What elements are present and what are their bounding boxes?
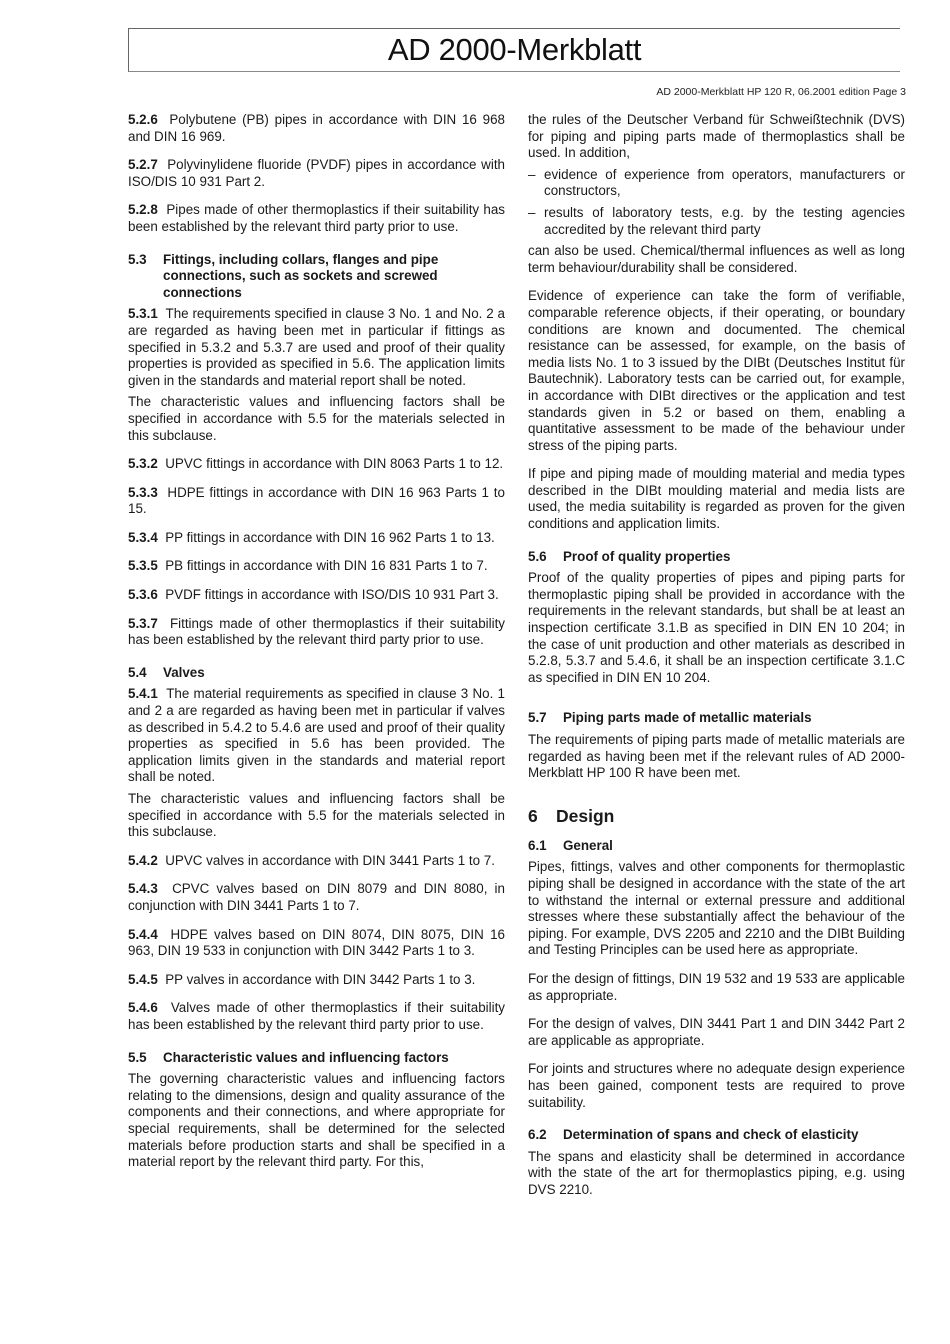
paragraph-5-3-1-b: The characteristic values and influencing factors shall be specified in accordance with 5.5 for the materials selected in this subclause. bbox=[128, 394, 505, 443]
paragraph-5-5: The governing characteristic values and influencing factors relating to the dimensions, design and quality assurance of the components and their connections, and where appropriate for special requirements, shall be determined for the selected materials before production starts and shall be specified in a material report by the relevant third party. For this, bbox=[128, 1071, 505, 1170]
paragraph-5-5-b: Evidence of experience can take the form of verifiable, comparable reference objects, if their operating, or boundary conditions are known and documented. The chemical resistance can be assessed, for example, on the basis of media lists No. 1 to 3 issued by the DIBt (Deutsches Institut für Bautechnik). Laboratory tests can be carried out, for example, in accordance with DIBt directives or the application and test standards given in 5.2 or based on them, enabling a quantitative assessment to be made of the behaviour under stress of the piping parts. bbox=[528, 288, 905, 453]
paragraph-5-7: The requirements of piping parts made of metallic materials are regarded as having been met if the relevant rules of AD 2000-Merkblatt HP 100 R have been met. bbox=[528, 732, 905, 781]
clause-5-2-6: 5.2.6 Polybutene (PB) pipes in accordance with DIN 16 968 and DIN 16 969. bbox=[128, 112, 505, 144]
paragraph-5-4-1-b: The characteristic values and influencing factors shall be specified in accordance with 5.5 for the materials selected in this subclause. bbox=[128, 791, 505, 840]
document-title: AD 2000-Merkblatt bbox=[387, 32, 642, 67]
page-reference: AD 2000-Merkblatt HP 120 R, 06.2001 edition Page 3 bbox=[656, 86, 906, 98]
paragraph-5-5-after-list: can also be used. Chemical/thermal influences as well as long term behaviour/durability shall be considered. bbox=[528, 243, 905, 275]
paragraph-6-1-d: For joints and structures where no adequate design experience has been gained, component tests are required to prove suitability. bbox=[528, 1061, 905, 1110]
paragraph-5-5-c: If pipe and piping made of moulding material and media types described in the DIBt moulding material and media lists are used, the media suitability is regarded as proven for the given conditions and application limits. bbox=[528, 466, 905, 532]
heading-5-5: 5.5 Characteristic values and influencing factors bbox=[128, 1049, 449, 1065]
clause-5-2-8: 5.2.8 Pipes made of other thermoplastics if their suitability has been established by the relevant third party prior to use. bbox=[128, 202, 505, 234]
clause-5-4-2: 5.4.2 UPVC valves in accordance with DIN 3441 Parts 1 to 7. bbox=[128, 852, 495, 868]
paragraph-6-2: The spans and elasticity shall be determined in accordance with the state of the art for thermoplastics piping, e.g. using DVS 2210. bbox=[528, 1148, 905, 1197]
heading-5-6: 5.6 Proof of quality properties bbox=[528, 548, 731, 564]
clause-5-3-5: 5.3.5 PB fittings in accordance with DIN 16 831 Parts 1 to 7. bbox=[128, 558, 488, 574]
clause-5-4-6: 5.4.6 Valves made of other thermoplastics if their suitability has been established by the relevant third party prior to use. bbox=[128, 1000, 505, 1032]
clause-5-4-1: 5.4.1 The material requirements as specified in clause 3 No. 1 and 2 a are regarded as having been met in particular if valves as described in 5.4.2 to 5.4.6 are used and proof of their quality properties as specified in 5.6 has been provided. The application limits given in the standards and material report shall be noted. bbox=[128, 686, 505, 785]
heading-6-2: 6.2 Determination of spans and check of elasticity bbox=[528, 1127, 859, 1143]
clause-5-3-4: 5.3.4 PP fittings in accordance with DIN 16 962 Parts 1 to 13. bbox=[128, 529, 495, 545]
heading-5-4: 5.4 Valves bbox=[128, 664, 205, 680]
paragraph-6-1-c: For the design of valves, DIN 3441 Part 1 and DIN 3442 Part 2 are applicable as appropriate. bbox=[528, 1016, 905, 1048]
clause-5-3-7: 5.3.7 Fittings made of other thermoplastics if their suitability has been established by the relevant third party prior to use. bbox=[128, 615, 505, 648]
left-column bbox=[128, 112, 505, 1171]
right-column bbox=[528, 112, 905, 1198]
clause-5-4-5: 5.4.5 PP valves in accordance with DIN 3442 Parts 1 to 3. bbox=[128, 971, 476, 987]
page-header bbox=[128, 28, 900, 72]
heading-6: 6 Design bbox=[528, 805, 615, 826]
clause-5-3-1: 5.3.1 The requirements specified in clause 3 No. 1 and No. 2 a are regarded as having been met in particular if fittings as specified in 5.3.2 and 5.3.7 are used and proof of their quality properties is provided as specified in 5.6. The application limits given in the standards and material report shall be noted. bbox=[128, 306, 505, 388]
clause-5-3-3: 5.3.3 HDPE fittings in accordance with DIN 16 963 Parts 1 to 15. bbox=[128, 484, 505, 517]
paragraph-6-1-b: For the design of fittings, DIN 19 532 and 19 533 are applicable as appropriate. bbox=[528, 970, 905, 1003]
heading-5-3: 5.3 Fittings, including collars, flanges and pipe connections, such as sockets and screwed connections bbox=[128, 251, 439, 300]
clause-5-4-4: 5.4.4 HDPE valves based on DIN 8074, DIN 8075, DIN 16 963, DIN 19 533 in conjunction with DIN 3442 Parts 1 to 3. bbox=[128, 926, 505, 959]
clause-5-3-2: 5.3.2 UPVC fittings in accordance with DIN 8063 Parts 1 to 12. bbox=[128, 456, 504, 472]
clause-5-3-6: 5.3.6 PVDF fittings in accordance with ISO/DIS 10 931 Part 3. bbox=[128, 587, 499, 603]
paragraph-5-5-continued: the rules of the Deutscher Verband für Schweißtechnik (DVS) for piping and piping parts made of thermoplastics shall be used. In addition, bbox=[528, 112, 905, 161]
heading-5-7: 5.7 Piping parts made of metallic materials bbox=[528, 710, 812, 726]
paragraph-5-6: Proof of the quality properties of pipes and piping parts for thermoplastic piping shall be provided in accordance with the requirements in the relevant standards, but shall be at least an inspection certificate 3.1.B as specified in DIN EN 10 204; in the case of unit production and other materials as described in 5.2.8, 5.3.7 and 5.4.6, it shall be an inspection certificate 3.1.C as specified in DIN EN 10 204. bbox=[528, 570, 905, 685]
heading-6-1: 6.1 General bbox=[528, 837, 613, 853]
clause-5-4-3: 5.4.3 CPVC valves based on DIN 8079 and DIN 8080, in conjunction with DIN 3441 Parts 1 to 7. bbox=[128, 881, 505, 913]
evidence-list bbox=[528, 167, 905, 238]
paragraph-6-1-a: Pipes, fittings, valves and other components for thermoplastic piping shall be designed in accordance with the state of the art to withstand the internal or external pressure and additional stresses where these substantially affect the behaviour of the piping. For example, DVS 2205 and 2210 and the DIBt Building and Testing Principles can be used here as appropriate. bbox=[528, 859, 905, 958]
clause-5-2-7: 5.2.7 Polyvinylidene fluoride (PVDF) pipes in accordance with ISO/DIS 10 931 Part 2. bbox=[128, 157, 505, 189]
list-item: – results of laboratory tests, e.g. by the testing agencies accredited by the relevant third party bbox=[528, 205, 905, 238]
list-item: – evidence of experience from operators, manufacturers or constructors, bbox=[528, 167, 905, 200]
